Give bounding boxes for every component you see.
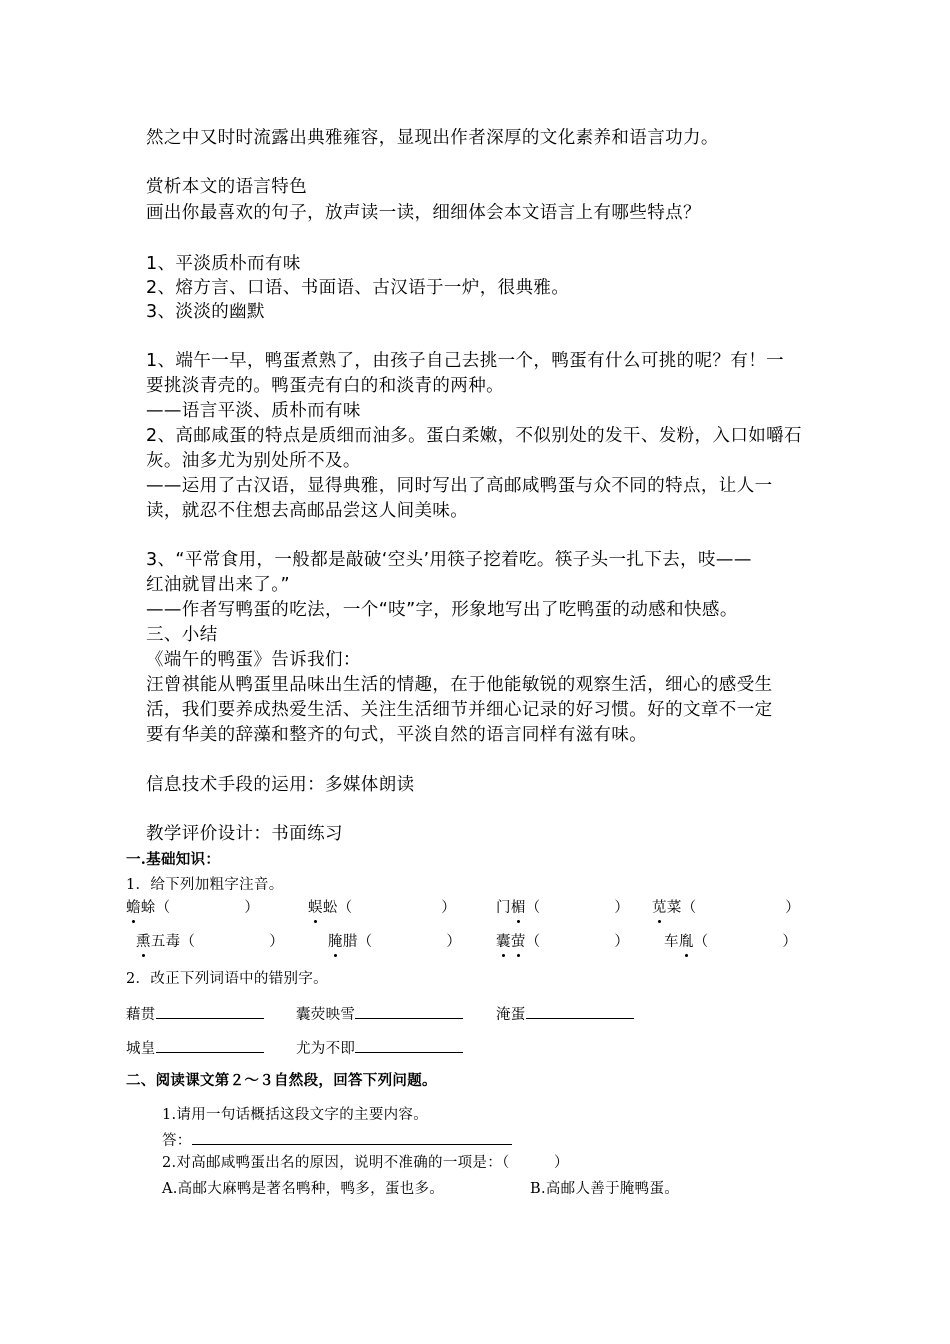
pinyin-item: 腌腊（ ） <box>328 931 461 953</box>
paragraph-line: 要有华美的辞藻和整齐的句式，平淡自然的语言同样有滋有味。 <box>146 725 648 745</box>
exercise-question: 1．给下列加粗字注音。 <box>126 877 284 893</box>
answer-blank[interactable] <box>192 1128 512 1145</box>
paragraph-line: 1、端午一早，鸭蛋煮熟了，由孩子自己去挑一个，鸭蛋有什么可挑的呢？有！一 <box>146 351 785 371</box>
paragraph-line: 活，我们要养成热爱生活、关注生活细节并细心记录的好习惯。好的文章不一定 <box>146 700 773 720</box>
pinyin-item: 苋菜（ ） <box>652 897 800 919</box>
comment-line: ——语言平淡、质朴而有味 <box>146 401 361 421</box>
paragraph-line: 信息技术手段的运用：多媒体朗读 <box>146 775 415 795</box>
bold-char: 楣 <box>511 897 526 919</box>
section-title: 赏析本文的语言特色 <box>146 177 308 197</box>
answer-blank[interactable] <box>355 1036 463 1053</box>
exercise-question: 2.对高邮咸鸭蛋出名的原因，说明不准确的一项是：（ ） <box>162 1155 569 1171</box>
answer-blank[interactable] <box>156 1036 264 1053</box>
answer-line: 答： <box>162 1128 512 1152</box>
fill-blank-item: 囊荧映雪 <box>296 1002 463 1026</box>
comment-line: 读，就忍不住想去高邮品尝这人间美味。 <box>146 501 469 521</box>
bold-char: 腌 <box>328 931 343 953</box>
exercise-heading: 一.基础知识： <box>126 851 221 868</box>
exercise-heading: 二、阅读课文第２～３自然段，回答下列问题。 <box>126 1072 437 1089</box>
paragraph-line: 2、高邮咸蛋的特点是质细而油多。蛋白柔嫩，不似别处的发干、发粉，入口如嚼石 <box>146 426 802 446</box>
fill-blank-item: 藉贯 <box>126 1002 264 1026</box>
list-item: 3、淡淡的幽默 <box>146 302 265 322</box>
pinyin-item: 门楣（ ） <box>496 897 629 919</box>
bold-char: 蟾 <box>126 897 141 919</box>
answer-blank[interactable] <box>156 1002 264 1019</box>
option-a: A.高邮大麻鸭是著名鸭种，鸭多，蛋也多。 <box>162 1181 445 1197</box>
answer-blank[interactable] <box>526 1002 634 1019</box>
section-title: 教学评价设计：书面练习 <box>146 824 343 844</box>
list-item: 1、平淡质朴而有味 <box>146 254 301 274</box>
paragraph-line: 然之中又时时流露出典雅雍容，显现出作者深厚的文化素养和语言功力。 <box>146 128 719 148</box>
bold-char: 熏 <box>136 931 151 953</box>
pinyin-item: 蟾蜍（ ） <box>126 897 259 919</box>
pinyin-item: 囊萤（ ） <box>496 931 629 953</box>
exercise-question: 1.请用一句话概括这段文字的主要内容。 <box>162 1107 429 1123</box>
list-item: 2、熔方言、口语、书面语、古汉语于一炉，很典雅。 <box>146 278 570 298</box>
pinyin-item: 蜈蚣（ ） <box>308 897 456 919</box>
section-title: 三、小结 <box>146 625 218 645</box>
bold-char: 苋 <box>652 897 667 919</box>
bold-char: 胤 <box>679 931 694 953</box>
comment-line: ——运用了古汉语，显得典雅，同时写出了高邮咸鸭蛋与众不同的特点，让人一 <box>146 476 773 496</box>
pinyin-item: 熏五毒（ ） <box>136 931 284 953</box>
fill-blank-item: 城皇 <box>126 1036 264 1060</box>
paragraph-line: 《端午的鸭蛋》告诉我们： <box>146 650 361 670</box>
answer-blank[interactable] <box>355 1002 463 1019</box>
bold-char: 蜈 <box>308 897 323 919</box>
paragraph-line: 3、“平常食用，一般都是敲破‘空头’用筷子挖着吃。筷子头一扎下去，吱—— <box>146 550 752 570</box>
fill-blank-item: 尤为不即 <box>296 1036 463 1060</box>
comment-line: ——作者写鸭蛋的吃法，一个“吱”字，形象地写出了吃鸭蛋的动感和快感。 <box>146 600 738 620</box>
pinyin-item: 车胤（ ） <box>664 931 797 953</box>
paragraph-line: 画出你最喜欢的句子，放声读一读，细细体会本文语言上有哪些特点？ <box>146 203 701 223</box>
exercise-question: 2．改正下列词语中的错别字。 <box>126 971 328 987</box>
paragraph-line: 红油就冒出来了。” <box>146 575 290 595</box>
paragraph-line: 要挑淡青壳的。鸭蛋壳有白的和淡青的两种。 <box>146 376 504 396</box>
paragraph-line: 汪曾祺能从鸭蛋里品味出生活的情趣，在于他能敏锐的观察生活，细心的感受生 <box>146 675 773 695</box>
option-b: B.高邮人善于腌鸭蛋。 <box>530 1181 680 1197</box>
bold-char: 囊 <box>496 931 511 953</box>
paragraph-line: 灰。油多尤为别处所不及。 <box>146 451 361 471</box>
fill-blank-item: 淹蛋 <box>496 1002 634 1026</box>
